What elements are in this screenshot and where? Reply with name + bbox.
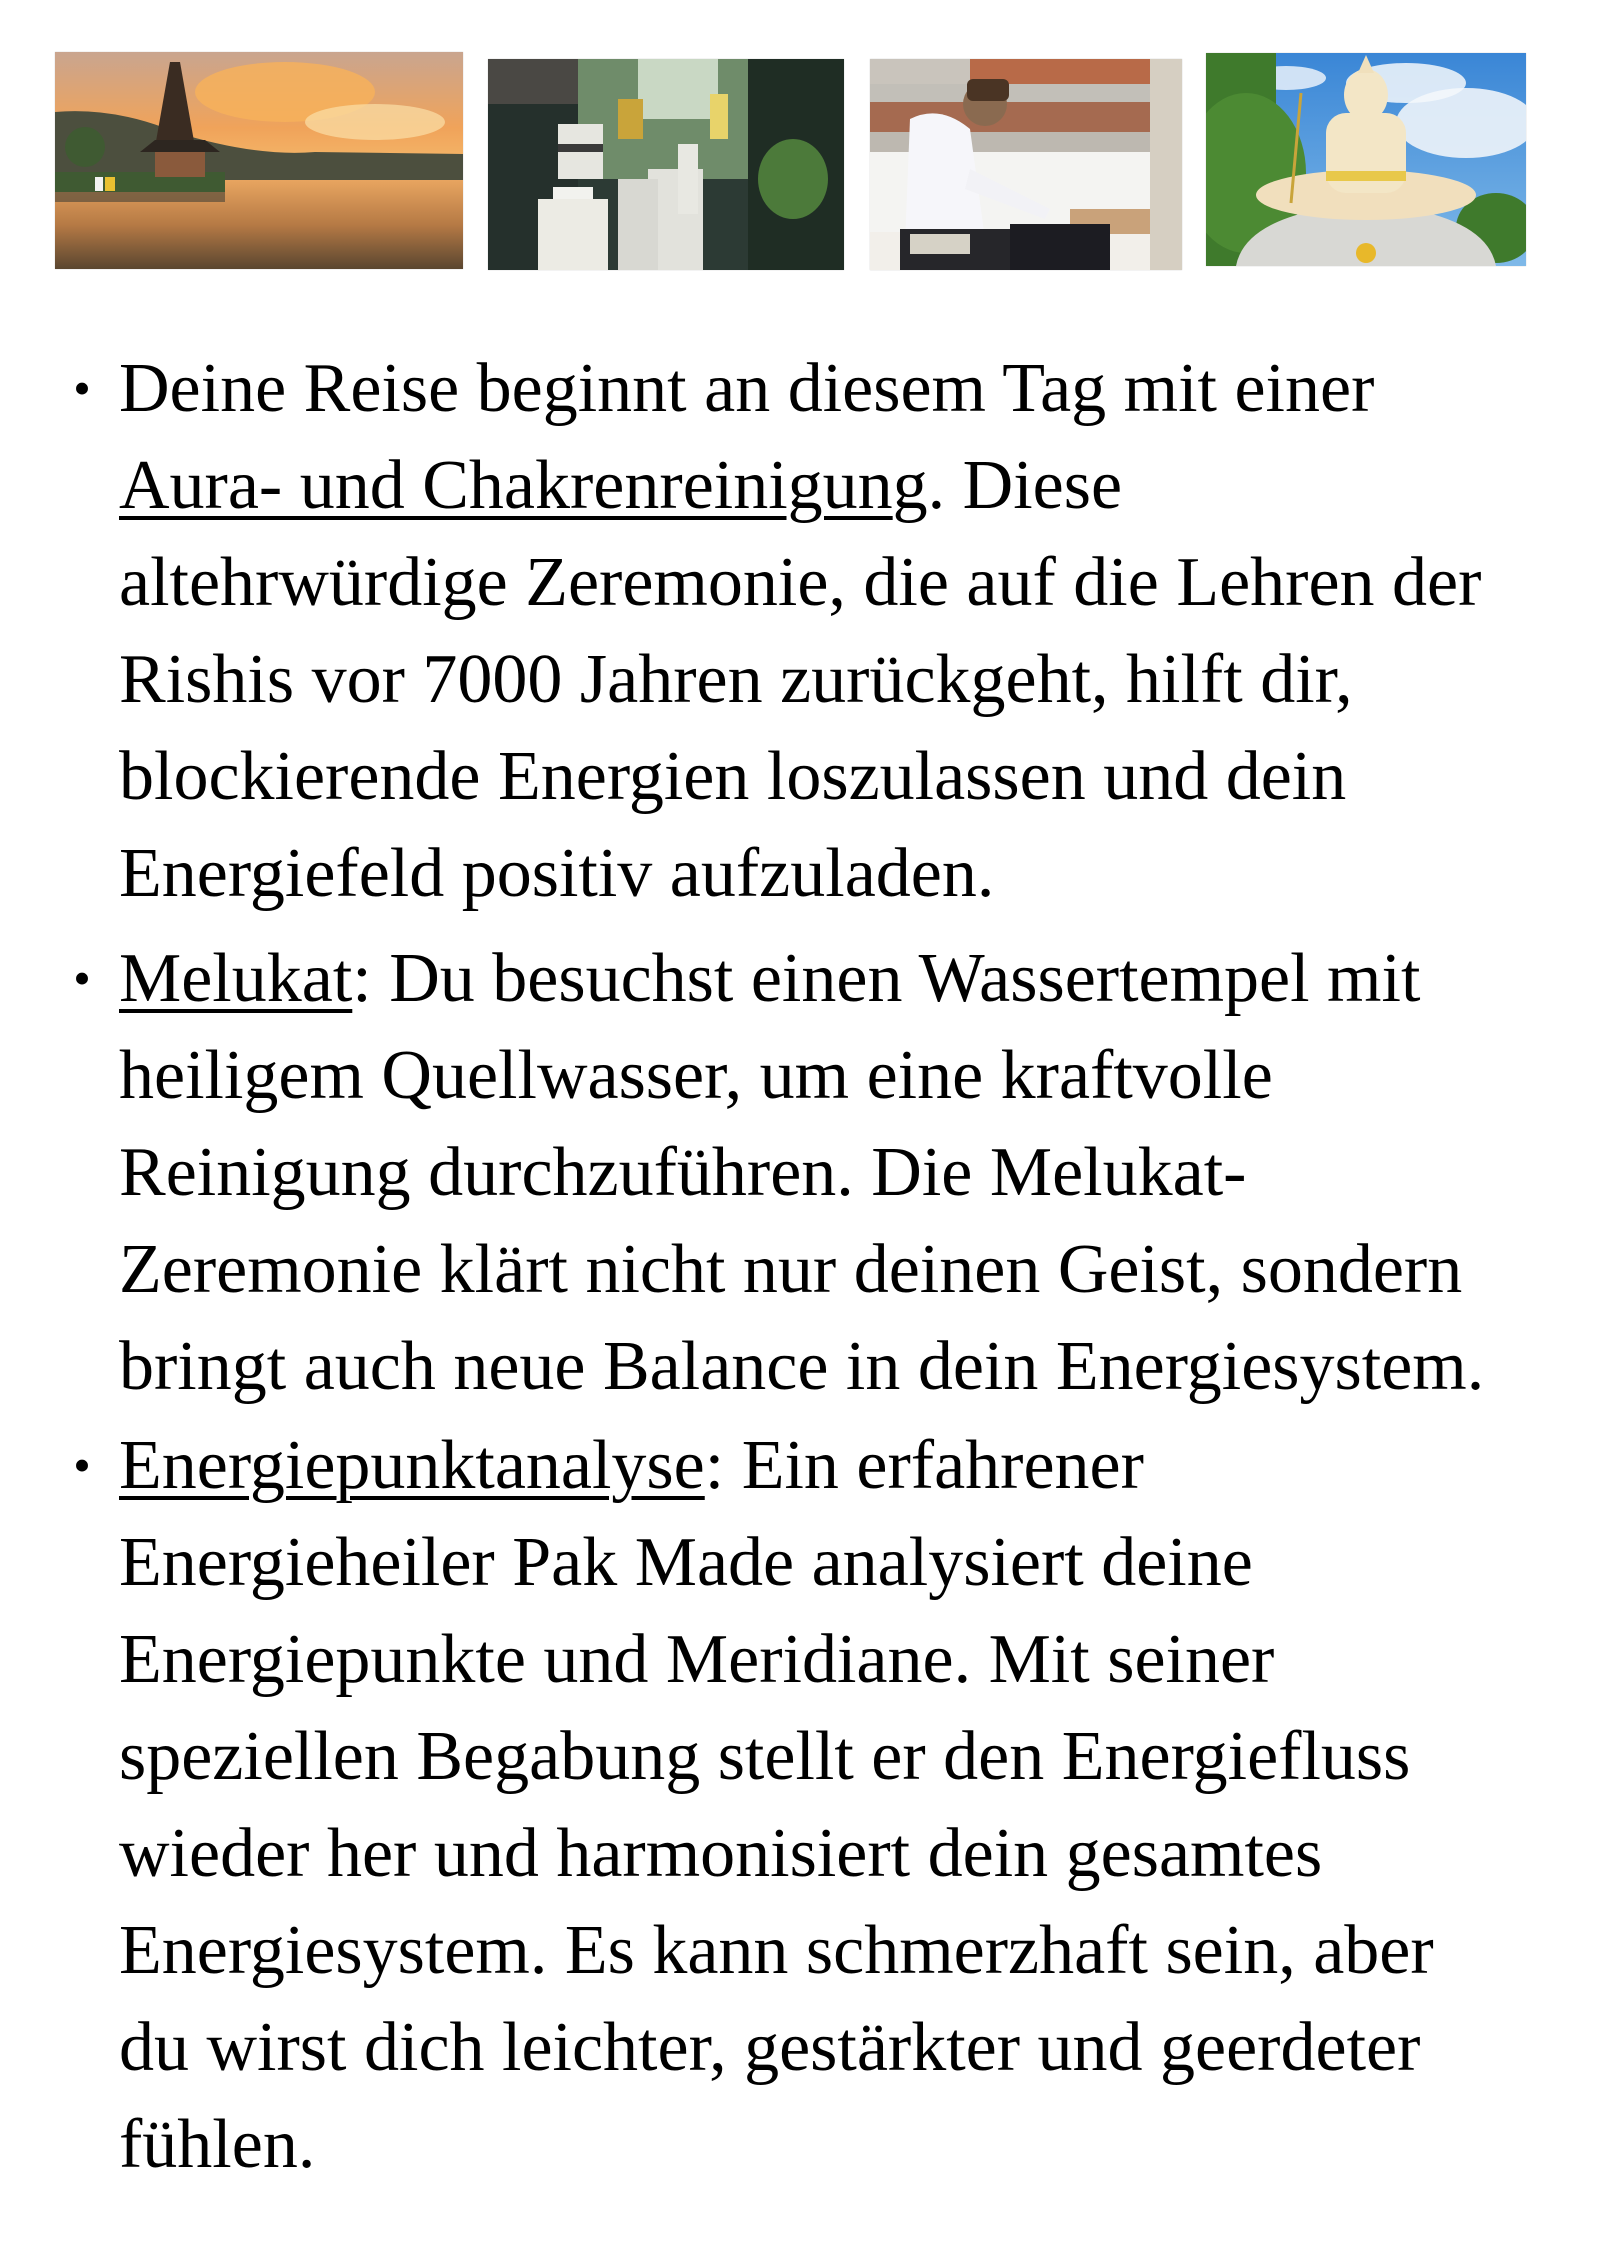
list-item-melukat [0, 930, 1600, 1415]
main-content [0, 340, 1600, 2195]
photo-lake-temple [55, 52, 463, 269]
procession-image [488, 59, 844, 270]
text-line: Energiepunktanalyse: Ein erfahrener [119, 1427, 1144, 1504]
text-line: altehrwürdige Zeremonie, die auf die Lehren der [119, 544, 1482, 621]
link-melukat[interactable]: Melukat [119, 940, 353, 1017]
link-energiepunktanalyse[interactable]: Energiepunktanalyse [119, 1427, 705, 1504]
link-aura-chakra-cleansing[interactable]: Aura- und Chakrenreinigun [119, 447, 893, 524]
lake-temple-image [55, 52, 463, 269]
photo-energy-healer [870, 59, 1182, 270]
bullet-icon: • [73, 360, 91, 416]
text-line: speziellen Begabung stellt er den Energiefluss [119, 1718, 1411, 1795]
text-line: Energiefeld positiv aufzuladen. [119, 835, 995, 912]
text-line: Aura- und Chakrenreinigung. Diese [119, 447, 1123, 524]
list-item-energy-point-analysis [0, 1417, 1600, 2193]
bullet-icon: • [73, 1437, 91, 1493]
healer-image [870, 59, 1182, 270]
text-line: wieder her und harmonisiert dein gesamtes [119, 1815, 1323, 1892]
text-line: Melukat: Du besuchst einen Wassertempel mit [119, 940, 1421, 1017]
bullet-icon: • [73, 950, 91, 1006]
list-item-aura-cleansing [0, 340, 1600, 922]
text-line: Energiesystem. Es kann schmerzhaft sein, aber [119, 1912, 1434, 1989]
text-line: heiligem Quellwasser, um eine kraftvolle [119, 1037, 1273, 1114]
photo-temple-procession [488, 59, 844, 270]
text-line: Reinigung durchzuführen. Die Melukat- [119, 1134, 1247, 1211]
text-line: fühlen. [119, 2106, 316, 2183]
photo-gallery [0, 0, 1600, 300]
text-line: du wirst dich leichter, gestärkter und geerdeter [119, 2009, 1421, 2086]
text-line: blockierende Energien loszulassen und dein [119, 738, 1347, 815]
itinerary-list [0, 340, 1600, 2193]
text-line: Zeremonie klärt nicht nur deinen Geist, sondern [119, 1231, 1463, 1308]
text-line: Energiepunkte und Meridiane. Mit seiner [119, 1621, 1275, 1698]
text-line: Energieheiler Pak Made analysiert deine [119, 1524, 1253, 1601]
shiva-statue-image [1206, 53, 1526, 266]
text-line: Rishis vor 7000 Jahren zurückgeht, hilft dir, [119, 641, 1353, 718]
text-line: bringt auch neue Balance in dein Energiesystem. [119, 1328, 1485, 1405]
text-line: Deine Reise beginnt an diesem Tag mit einer [119, 350, 1375, 427]
photo-shiva-statue [1206, 53, 1526, 266]
